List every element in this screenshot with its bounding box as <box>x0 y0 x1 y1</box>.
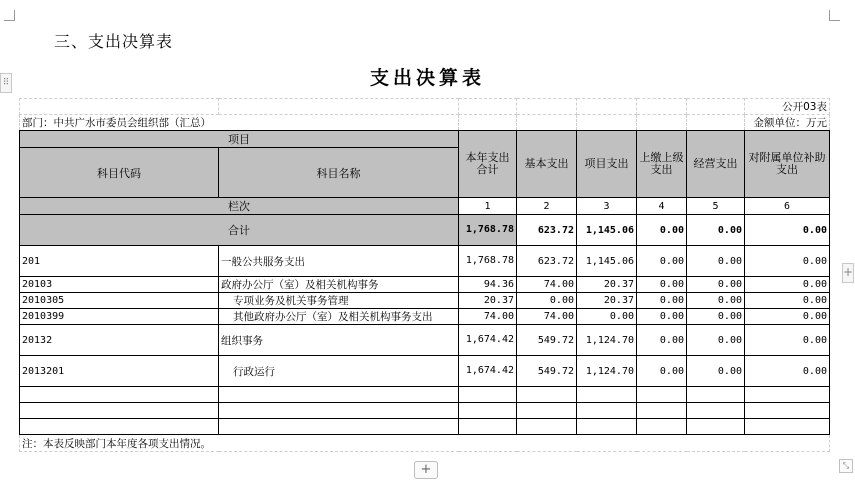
grid-cell[interactable] <box>687 99 745 115</box>
grid-cell[interactable] <box>459 115 517 131</box>
header-remit-superior: 上缴上级支出 <box>637 131 687 198</box>
empty-cell[interactable] <box>745 387 830 403</box>
add-row-button[interactable]: + <box>414 461 438 479</box>
row-value[interactable]: 1,124.70 <box>577 356 637 387</box>
header-name: 科目名称 <box>219 148 459 198</box>
empty-cell[interactable] <box>459 403 517 419</box>
header-project-expenditure: 项目支出 <box>577 131 637 198</box>
row-value[interactable]: 0.00 <box>637 356 687 387</box>
table-row <box>20 356 830 387</box>
row-value[interactable]: 0.00 <box>517 293 577 309</box>
expenditure-table <box>19 98 830 452</box>
grid-cell[interactable] <box>687 115 745 131</box>
department-label: 部门：中共广水市委员会组织部（汇总） <box>20 115 459 131</box>
empty-cell[interactable] <box>577 403 637 419</box>
empty-cell[interactable] <box>459 387 517 403</box>
empty-cell[interactable] <box>20 403 219 419</box>
grid-cell[interactable] <box>577 115 637 131</box>
row-name[interactable]: 组织事务 <box>219 325 459 356</box>
empty-cell[interactable] <box>20 387 219 403</box>
row-value[interactable]: 74.00 <box>459 309 517 325</box>
col-number: 1 <box>459 198 517 215</box>
grid-cell[interactable] <box>219 99 459 115</box>
col-number: 4 <box>637 198 687 215</box>
row-value[interactable]: 94.36 <box>459 277 517 293</box>
page-corner-mark-left <box>4 10 15 21</box>
row-value[interactable]: 0.00 <box>687 277 745 293</box>
form-code: 公开03表 <box>745 99 830 115</box>
row-name[interactable]: 一般公共服务支出 <box>219 246 459 277</box>
header-code: 科目代码 <box>20 148 219 198</box>
row-value[interactable]: 549.72 <box>517 325 577 356</box>
row-value[interactable]: 20.37 <box>577 277 637 293</box>
row-name[interactable]: 专项业务及机关事务管理 <box>219 293 459 309</box>
row-code[interactable]: 2010399 <box>20 309 219 325</box>
row-value[interactable]: 1,768.78 <box>459 246 517 277</box>
grid-cell[interactable] <box>577 99 637 115</box>
grid-cell[interactable] <box>637 99 687 115</box>
total-value[interactable]: 1,768.78 <box>459 215 517 246</box>
row-value[interactable]: 0.00 <box>637 325 687 356</box>
row-value[interactable]: 0.00 <box>687 309 745 325</box>
col-number: 6 <box>745 198 830 215</box>
total-value[interactable]: 0.00 <box>637 215 687 246</box>
add-column-button[interactable]: + <box>842 263 854 283</box>
table-row <box>20 246 830 277</box>
row-value[interactable]: 0.00 <box>745 325 830 356</box>
header-basic-expenditure: 基本支出 <box>517 131 577 198</box>
row-value[interactable]: 74.00 <box>517 309 577 325</box>
empty-cell[interactable] <box>577 419 637 435</box>
empty-cell[interactable] <box>219 387 459 403</box>
row-name[interactable]: 行政运行 <box>219 356 459 387</box>
col-number: 3 <box>577 198 637 215</box>
row-value[interactable]: 20.37 <box>577 293 637 309</box>
row-code[interactable]: 2013201 <box>20 356 219 387</box>
header-item: 项目 <box>20 131 459 148</box>
row-value[interactable]: 0.00 <box>637 293 687 309</box>
empty-cell[interactable] <box>20 419 219 435</box>
empty-row <box>20 387 830 403</box>
empty-cell[interactable] <box>577 387 637 403</box>
empty-cell[interactable] <box>637 419 687 435</box>
empty-cell[interactable] <box>745 403 830 419</box>
grid-cell[interactable] <box>517 99 577 115</box>
row-value[interactable]: 0.00 <box>687 356 745 387</box>
total-value[interactable]: 623.72 <box>517 215 577 246</box>
row-value[interactable]: 0.00 <box>687 246 745 277</box>
row-value[interactable]: 0.00 <box>687 325 745 356</box>
table-row <box>20 277 830 293</box>
row-code[interactable]: 2010305 <box>20 293 219 309</box>
row-value[interactable]: 0.00 <box>745 293 830 309</box>
empty-row <box>20 403 830 419</box>
row-value[interactable]: 0.00 <box>745 277 830 293</box>
empty-cell[interactable] <box>517 387 577 403</box>
row-value[interactable]: 623.72 <box>517 246 577 277</box>
row-name[interactable]: 其他政府办公厅（室）及相关机构事务支出 <box>219 309 459 325</box>
table-resize-handle[interactable]: ⤡ <box>839 459 853 473</box>
row-value[interactable]: 1,674.42 <box>459 325 517 356</box>
document-title: 支出决算表 <box>369 67 485 89</box>
total-value[interactable]: 0.00 <box>745 215 830 246</box>
empty-cell[interactable] <box>637 403 687 419</box>
row-name[interactable]: 政府办公厅（室）及相关机构事务 <box>219 277 459 293</box>
table-row <box>20 325 830 356</box>
empty-cell[interactable] <box>687 403 745 419</box>
row-code[interactable]: 20103 <box>20 277 219 293</box>
row-value[interactable]: 1,145.06 <box>577 246 637 277</box>
header-total-expenditure: 本年支出合计 <box>459 131 517 198</box>
table-row <box>20 293 830 309</box>
row-value[interactable]: 0.00 <box>637 246 687 277</box>
empty-cell[interactable] <box>219 419 459 435</box>
col-number: 2 <box>517 198 577 215</box>
row-value[interactable]: 1,674.42 <box>459 356 517 387</box>
section-title: 三、支出决算表 <box>54 32 174 51</box>
row-code[interactable]: 20132 <box>20 325 219 356</box>
row-value[interactable]: 20.37 <box>459 293 517 309</box>
empty-cell[interactable] <box>687 419 745 435</box>
row-value[interactable]: 0.00 <box>745 246 830 277</box>
row-value[interactable]: 0.00 <box>577 309 637 325</box>
row-value[interactable]: 0.00 <box>637 277 687 293</box>
header-operating-expenditure: 经营支出 <box>687 131 745 198</box>
grid-cell[interactable] <box>637 115 687 131</box>
total-value[interactable]: 1,145.06 <box>577 215 637 246</box>
empty-cell[interactable] <box>637 387 687 403</box>
table-note: 注：本表反映部门本年度各项支出情况。 <box>20 435 830 452</box>
empty-cell[interactable] <box>219 403 459 419</box>
empty-cell[interactable] <box>745 419 830 435</box>
empty-cell[interactable] <box>687 387 745 403</box>
row-value[interactable]: 1,124.70 <box>577 325 637 356</box>
row-value[interactable]: 74.00 <box>517 277 577 293</box>
unit-label: 金额单位：万元 <box>745 115 830 131</box>
grid-cell[interactable] <box>459 99 517 115</box>
col-number: 5 <box>687 198 745 215</box>
page-corner-mark-right <box>829 10 840 21</box>
row-value[interactable]: 0.00 <box>637 309 687 325</box>
total-label: 合计 <box>20 215 459 246</box>
header-subsidiary-subsidy: 对附属单位补助支出 <box>745 131 830 198</box>
row-value[interactable]: 0.00 <box>687 293 745 309</box>
empty-row <box>20 419 830 435</box>
empty-cell[interactable] <box>517 419 577 435</box>
row-value[interactable]: 0.00 <box>745 356 830 387</box>
row-code[interactable]: 201 <box>20 246 219 277</box>
grid-cell[interactable] <box>20 99 219 115</box>
total-value[interactable]: 0.00 <box>687 215 745 246</box>
table-row <box>20 309 830 325</box>
empty-cell[interactable] <box>459 419 517 435</box>
row-value[interactable]: 0.00 <box>745 309 830 325</box>
row-value[interactable]: 549.72 <box>517 356 577 387</box>
empty-cell[interactable] <box>517 403 577 419</box>
table-move-handle[interactable]: ⠿ <box>0 73 12 93</box>
lanci-label: 栏次 <box>20 198 459 215</box>
grid-cell[interactable] <box>517 115 577 131</box>
